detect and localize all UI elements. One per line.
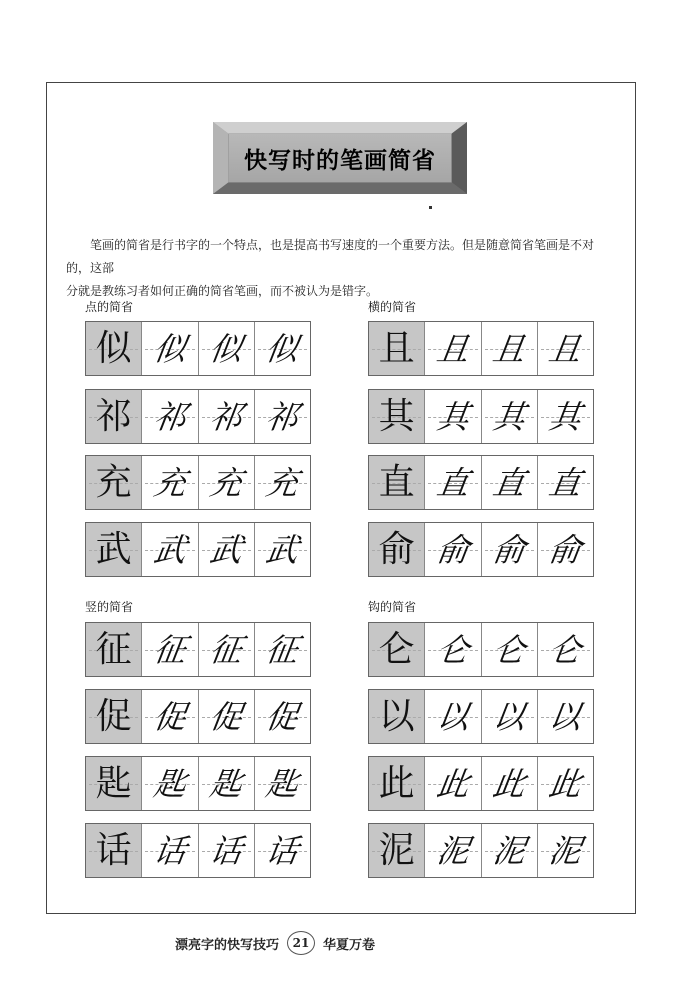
- character-glyph: 仑: [490, 630, 528, 669]
- character-glyph: 俞: [490, 530, 528, 569]
- character-glyph: 俞: [378, 528, 415, 570]
- cursive-character-cell: [142, 690, 198, 743]
- practice-row: [368, 522, 594, 577]
- speck: [429, 206, 432, 209]
- cursive-character-cell: [482, 523, 538, 576]
- standard-character-cell: [86, 322, 142, 375]
- cursive-character-cell: [538, 322, 593, 375]
- character-glyph: 充: [151, 463, 189, 502]
- character-glyph: 泥: [490, 831, 528, 870]
- practice-row: [368, 756, 594, 811]
- cursive-character-cell: [199, 390, 255, 443]
- cursive-character-cell: [425, 456, 481, 509]
- cursive-character-cell: [255, 523, 310, 576]
- cursive-character-cell: [255, 322, 310, 375]
- character-glyph: 促: [151, 697, 189, 736]
- cursive-character-cell: [142, 322, 198, 375]
- section-label-hook: 钩的简省: [368, 600, 417, 614]
- character-glyph: 武: [263, 530, 302, 569]
- character-glyph: 征: [95, 628, 132, 670]
- cursive-character-cell: [538, 523, 593, 576]
- character-glyph: 匙: [151, 764, 189, 803]
- character-glyph: 话: [263, 831, 302, 870]
- cursive-character-cell: [255, 690, 310, 743]
- character-glyph: 充: [95, 461, 132, 503]
- character-glyph: 以: [434, 697, 472, 736]
- standard-character-cell: [369, 456, 425, 509]
- character-glyph: 征: [151, 630, 189, 669]
- character-glyph: 直: [378, 461, 415, 503]
- cursive-character-cell: [425, 322, 481, 375]
- practice-row: [368, 389, 594, 444]
- section-label-horizontal: 横的简省: [368, 300, 417, 314]
- character-glyph: 武: [207, 530, 245, 569]
- cursive-character-cell: [425, 757, 481, 810]
- cursive-character-cell: [482, 456, 538, 509]
- standard-character-cell: [86, 390, 142, 443]
- standard-character-cell: [369, 690, 425, 743]
- character-glyph: 此: [490, 764, 528, 803]
- character-glyph: 且: [378, 327, 415, 369]
- cursive-character-cell: [425, 824, 481, 877]
- character-glyph: 其: [378, 395, 415, 437]
- footer-book-title: 漂亮字的快写技巧: [175, 937, 280, 953]
- character-glyph: 充: [207, 463, 245, 502]
- cursive-character-cell: [482, 623, 538, 676]
- cursive-character-cell: [538, 690, 593, 743]
- section-label-vertical: 竖的简省: [85, 600, 134, 614]
- cursive-character-cell: [142, 523, 198, 576]
- character-glyph: 祁: [207, 397, 245, 436]
- page-title: 快写时的笔画简省: [229, 134, 451, 182]
- cursive-character-cell: [199, 322, 255, 375]
- cursive-character-cell: [482, 824, 538, 877]
- footer-publisher: 华夏万卷: [323, 937, 376, 953]
- cursive-character-cell: [142, 623, 198, 676]
- cursive-character-cell: [142, 390, 198, 443]
- cursive-character-cell: [199, 824, 255, 877]
- cursive-character-cell: [482, 757, 538, 810]
- character-glyph: 俞: [434, 530, 472, 569]
- cursive-character-cell: [255, 757, 310, 810]
- character-glyph: 似: [151, 329, 189, 368]
- practice-row: [368, 622, 594, 677]
- section-label-dot: 点的简省: [85, 300, 134, 314]
- character-glyph: 以: [490, 697, 528, 736]
- intro-line-1: 笔画的简省是行书字的一个特点，也是提高书写速度的一个重要方法。但是随意简省笔画是不对的，这部: [66, 238, 595, 275]
- character-glyph: 武: [151, 530, 189, 569]
- practice-row: [85, 455, 311, 510]
- character-glyph: 且: [434, 329, 472, 368]
- cursive-character-cell: [142, 824, 198, 877]
- character-glyph: 促: [263, 697, 302, 736]
- cursive-character-cell: [538, 824, 593, 877]
- practice-row: [368, 823, 594, 878]
- practice-row: [85, 823, 311, 878]
- practice-row: [85, 522, 311, 577]
- page-footer: [175, 931, 375, 955]
- character-glyph: 泥: [378, 829, 415, 871]
- standard-character-cell: [369, 623, 425, 676]
- cursive-character-cell: [482, 322, 538, 375]
- character-glyph: 且: [546, 329, 585, 368]
- practice-row: [85, 622, 311, 677]
- cursive-character-cell: [538, 757, 593, 810]
- standard-character-cell: [86, 623, 142, 676]
- title-plaque: [213, 122, 467, 194]
- standard-character-cell: [86, 824, 142, 877]
- standard-character-cell: [369, 757, 425, 810]
- character-glyph: 以: [378, 695, 415, 737]
- character-glyph: 直: [434, 463, 472, 502]
- cursive-character-cell: [142, 757, 198, 810]
- character-glyph: 似: [207, 329, 245, 368]
- character-glyph: 此: [434, 764, 472, 803]
- standard-character-cell: [369, 322, 425, 375]
- character-glyph: 此: [546, 764, 585, 803]
- practice-row: [85, 389, 311, 444]
- character-glyph: 匙: [95, 762, 132, 804]
- cursive-character-cell: [425, 690, 481, 743]
- character-glyph: 促: [95, 695, 132, 737]
- character-glyph: 似: [263, 329, 302, 368]
- standard-character-cell: [86, 690, 142, 743]
- practice-row: [368, 455, 594, 510]
- character-glyph: 其: [434, 397, 472, 436]
- cursive-character-cell: [199, 623, 255, 676]
- practice-row: [85, 321, 311, 376]
- character-glyph: 匙: [207, 764, 245, 803]
- character-glyph: 直: [546, 463, 585, 502]
- character-glyph: 仑: [434, 630, 472, 669]
- intro-line-2: 分就是教练习者如何正确的简省笔画，而不被认为是错字。: [66, 284, 379, 298]
- character-glyph: 祁: [151, 397, 189, 436]
- character-glyph: 征: [263, 630, 302, 669]
- character-glyph: 且: [490, 329, 528, 368]
- character-glyph: 话: [95, 829, 132, 871]
- character-glyph: 此: [378, 762, 415, 804]
- cursive-character-cell: [482, 690, 538, 743]
- standard-character-cell: [369, 824, 425, 877]
- character-glyph: 泥: [546, 831, 585, 870]
- cursive-character-cell: [199, 456, 255, 509]
- standard-character-cell: [86, 757, 142, 810]
- character-glyph: 征: [207, 630, 245, 669]
- practice-row: [368, 689, 594, 744]
- cursive-character-cell: [199, 690, 255, 743]
- cursive-character-cell: [538, 623, 593, 676]
- character-glyph: 直: [490, 463, 528, 502]
- cursive-character-cell: [425, 523, 481, 576]
- standard-character-cell: [369, 390, 425, 443]
- page-number: 21: [287, 931, 315, 955]
- cursive-character-cell: [255, 456, 310, 509]
- standard-character-cell: [86, 523, 142, 576]
- character-glyph: 话: [151, 831, 189, 870]
- standard-character-cell: [369, 523, 425, 576]
- cursive-character-cell: [425, 390, 481, 443]
- character-glyph: 其: [490, 397, 528, 436]
- practice-row: [368, 321, 594, 376]
- character-glyph: 话: [207, 831, 245, 870]
- character-glyph: 似: [95, 327, 132, 369]
- intro-paragraph: [66, 234, 616, 303]
- character-glyph: 仑: [378, 628, 415, 670]
- character-glyph: 泥: [434, 831, 472, 870]
- practice-row: [85, 756, 311, 811]
- character-glyph: 祁: [263, 397, 302, 436]
- character-glyph: 充: [263, 463, 302, 502]
- cursive-character-cell: [255, 390, 310, 443]
- cursive-character-cell: [255, 824, 310, 877]
- cursive-character-cell: [142, 456, 198, 509]
- cursive-character-cell: [199, 523, 255, 576]
- character-glyph: 其: [546, 397, 585, 436]
- cursive-character-cell: [538, 456, 593, 509]
- standard-character-cell: [86, 456, 142, 509]
- practice-row: [85, 689, 311, 744]
- cursive-character-cell: [199, 757, 255, 810]
- character-glyph: 匙: [263, 764, 302, 803]
- character-glyph: 武: [95, 528, 132, 570]
- cursive-character-cell: [255, 623, 310, 676]
- cursive-character-cell: [425, 623, 481, 676]
- cursive-character-cell: [482, 390, 538, 443]
- character-glyph: 俞: [546, 530, 585, 569]
- character-glyph: 祁: [95, 395, 132, 437]
- character-glyph: 仑: [546, 630, 585, 669]
- character-glyph: 以: [546, 697, 585, 736]
- cursive-character-cell: [538, 390, 593, 443]
- character-glyph: 促: [207, 697, 245, 736]
